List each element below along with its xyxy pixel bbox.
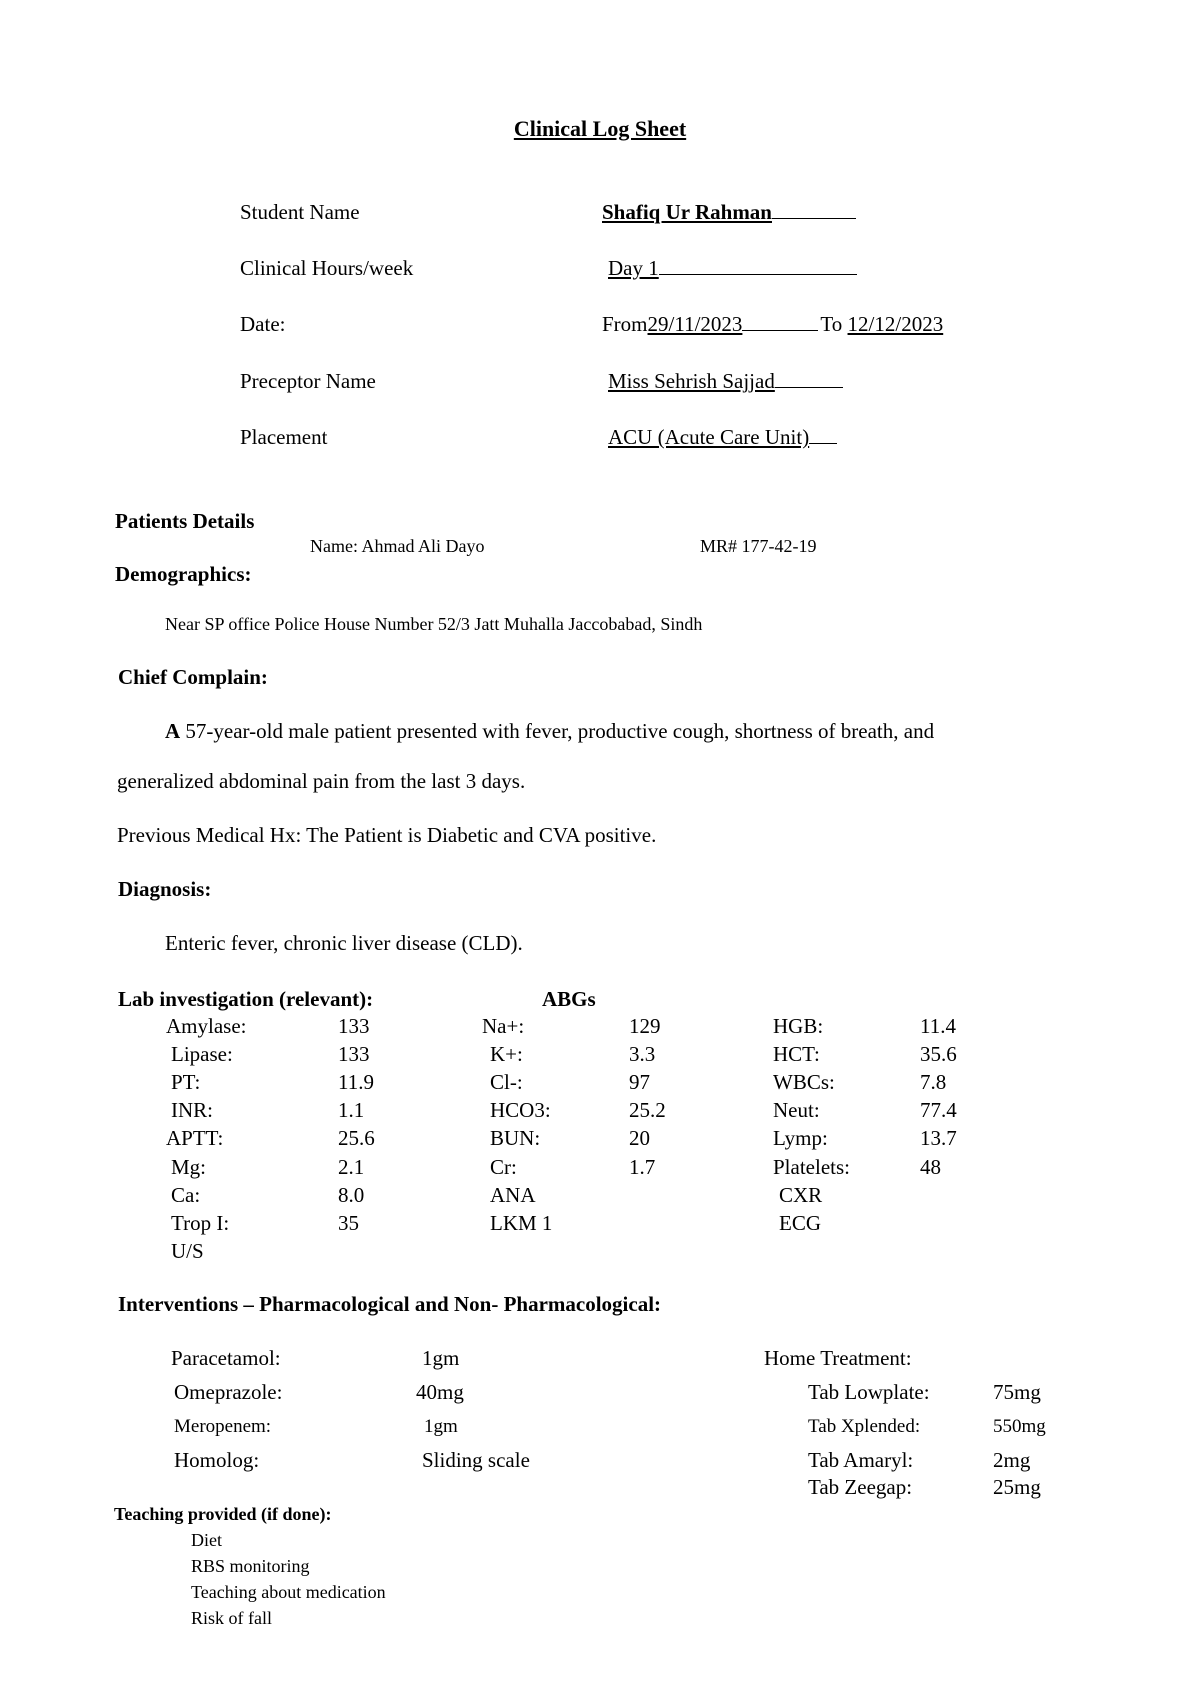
- placement-blank: [809, 442, 837, 444]
- lab-col3-label-1: HCT:: [773, 1042, 820, 1066]
- student-name-label: Student Name: [240, 200, 360, 224]
- lab-col2-value-0: 129: [629, 1014, 661, 1038]
- date-field: [602, 312, 943, 337]
- home-med-name-1: Tab Xplended:: [808, 1416, 921, 1437]
- home-treatment-heading: Home Treatment:: [764, 1346, 912, 1370]
- lab-col3-label-0: HGB:: [773, 1014, 824, 1038]
- patient-details-heading: Patients Details: [115, 509, 255, 533]
- date-label: Date:: [240, 312, 286, 336]
- lab-col3-value-2: 7.8: [920, 1070, 947, 1094]
- patient-address: Near SP office Police House Number 52/3 Jatt Muhalla Jaccobabad, Sindh: [165, 614, 703, 634]
- patient-mr-number: MR# 177-42-19: [700, 536, 817, 556]
- diagnosis-text: Enteric fever, chronic liver disease (CLD).: [165, 931, 523, 955]
- med-dose-0: 1gm: [422, 1346, 460, 1370]
- date-from-blank: [742, 329, 818, 331]
- lab-col1-value-2: 11.9: [338, 1070, 374, 1094]
- medical-history: Previous Medical Hx: The Patient is Diabetic and CVA positive.: [117, 823, 657, 847]
- lab-col2-label-2: Cl-:: [490, 1070, 523, 1094]
- lab-col3-label-3: Neut:: [773, 1098, 820, 1122]
- date-to-value: 12/12/2023: [847, 312, 944, 336]
- lab-col2-value-1: 3.3: [629, 1042, 656, 1066]
- date-from-label: From: [602, 312, 648, 336]
- lab-col3-label-5: Platelets:: [773, 1155, 850, 1179]
- med-dose-3: Sliding scale: [422, 1448, 530, 1472]
- teaching-item-0: Diet: [191, 1530, 222, 1550]
- lab-col3-value-4: 13.7: [920, 1126, 957, 1150]
- diagnosis-heading: Diagnosis:: [118, 877, 212, 901]
- lab-col3-label-2: WBCs:: [773, 1070, 835, 1094]
- lab-col2-value-5: 1.7: [629, 1155, 656, 1179]
- lab-col3-value-0: 11.4: [920, 1014, 956, 1038]
- lab-col2-label-6: ANA: [490, 1183, 536, 1207]
- lab-col1-value-1: 133: [338, 1042, 370, 1066]
- preceptor-blank: [775, 386, 843, 388]
- placement-field: [602, 425, 837, 450]
- lab-col1-value-7: 35: [338, 1211, 359, 1235]
- lab-col1-value-4: 25.6: [338, 1126, 375, 1150]
- hours-blank: [659, 273, 857, 275]
- lab-col1-label-1: Lipase:: [171, 1042, 233, 1066]
- med-name-3: Homolog:: [174, 1448, 260, 1472]
- student-name-value: Shafiq Ur Rahman: [602, 200, 772, 224]
- preceptor-field: [602, 369, 843, 394]
- student-name-field: [602, 200, 856, 225]
- teaching-item-1: RBS monitoring: [191, 1556, 310, 1576]
- teaching-item-3: Risk of fall: [191, 1608, 272, 1628]
- lab-col3-value-1: 35.6: [920, 1042, 957, 1066]
- lab-col3-value-3: 77.4: [920, 1098, 957, 1122]
- lab-col1-label-7: Trop I:: [171, 1211, 230, 1235]
- patient-name: Name: Ahmad Ali Dayo: [310, 536, 485, 556]
- lab-col2-value-4: 20: [629, 1126, 650, 1150]
- lab-col2-label-5: Cr:: [490, 1155, 517, 1179]
- lab-col3-label-4: Lymp:: [773, 1126, 828, 1150]
- lab-heading: Lab investigation (relevant):: [118, 987, 374, 1011]
- demographics-heading: Demographics:: [115, 562, 252, 586]
- lab-col3-label-7: ECG: [779, 1211, 821, 1235]
- page-title: Clinical Log Sheet: [513, 116, 687, 141]
- complaint-lead-letter: A: [165, 719, 181, 743]
- complaint-line-2: generalized abdominal pain from the last 3 days.: [117, 769, 526, 793]
- placement-label: Placement: [240, 425, 328, 449]
- home-med-name-2: Tab Amaryl:: [808, 1448, 914, 1472]
- lab-col3-label-6: CXR: [779, 1183, 823, 1207]
- lab-col1-label-2: PT:: [171, 1070, 201, 1094]
- chief-complaint-heading: Chief Complain:: [118, 665, 268, 689]
- lab-col1-label-8: U/S: [171, 1239, 204, 1263]
- lab-col1-value-0: 133: [338, 1014, 370, 1038]
- home-med-dose-3: 25mg: [993, 1475, 1041, 1499]
- complaint-text-1: 57-year-old male patient presented with fever, productive cough, shortness of breath, and: [185, 719, 935, 743]
- home-med-dose-0: 75mg: [993, 1380, 1041, 1404]
- lab-col2-label-3: HCO3:: [490, 1098, 551, 1122]
- lab-col2-value-3: 25.2: [629, 1098, 666, 1122]
- hours-value: Day 1: [608, 256, 659, 280]
- lab-col1-value-3: 1.1: [338, 1098, 365, 1122]
- home-med-dose-2: 2mg: [993, 1448, 1031, 1472]
- preceptor-value: Miss Sehrish Sajjad: [608, 369, 775, 393]
- hours-label: Clinical Hours/week: [240, 256, 414, 280]
- preceptor-label: Preceptor Name: [240, 369, 376, 393]
- home-med-name-0: Tab Lowplate:: [808, 1380, 930, 1404]
- lab-col2-label-0: Na+:: [482, 1014, 525, 1038]
- date-from-value: 29/11/2023: [647, 312, 743, 336]
- abgs-heading: ABGs: [542, 987, 596, 1011]
- interventions-heading: Interventions – Pharmacological and Non- Pharmacological:: [118, 1292, 662, 1316]
- home-med-dose-1: 550mg: [993, 1416, 1046, 1437]
- med-name-0: Paracetamol:: [171, 1346, 281, 1370]
- lab-col2-label-7: LKM 1: [490, 1211, 553, 1235]
- lab-col1-value-5: 2.1: [338, 1155, 365, 1179]
- lab-col1-label-5: Mg:: [171, 1155, 207, 1179]
- student-name-blank: [772, 217, 856, 219]
- lab-col2-label-4: BUN:: [490, 1126, 541, 1150]
- lab-col1-label-0: Amylase:: [166, 1014, 247, 1038]
- date-to-label: To: [820, 312, 843, 336]
- lab-col2-label-1: K+:: [490, 1042, 523, 1066]
- lab-col1-value-6: 8.0: [338, 1183, 365, 1207]
- med-dose-2: 1gm: [424, 1416, 458, 1437]
- med-name-1: Omeprazole:: [174, 1380, 283, 1404]
- lab-col1-label-6: Ca:: [171, 1183, 201, 1207]
- hours-field: [602, 256, 857, 281]
- teaching-heading: Teaching provided (if done):: [114, 1504, 332, 1524]
- lab-col1-label-3: INR:: [171, 1098, 213, 1122]
- home-med-name-3: Tab Zeegap:: [808, 1475, 913, 1499]
- teaching-item-2: Teaching about medication: [191, 1582, 386, 1602]
- placement-value: ACU (Acute Care Unit): [608, 425, 810, 449]
- med-dose-1: 40mg: [416, 1380, 464, 1404]
- med-name-2: Meropenem:: [174, 1416, 272, 1437]
- lab-col3-value-5: 48: [920, 1155, 941, 1179]
- lab-col2-value-2: 97: [629, 1070, 650, 1094]
- lab-col1-label-4: APTT:: [166, 1126, 224, 1150]
- complaint-line-1: [165, 719, 934, 744]
